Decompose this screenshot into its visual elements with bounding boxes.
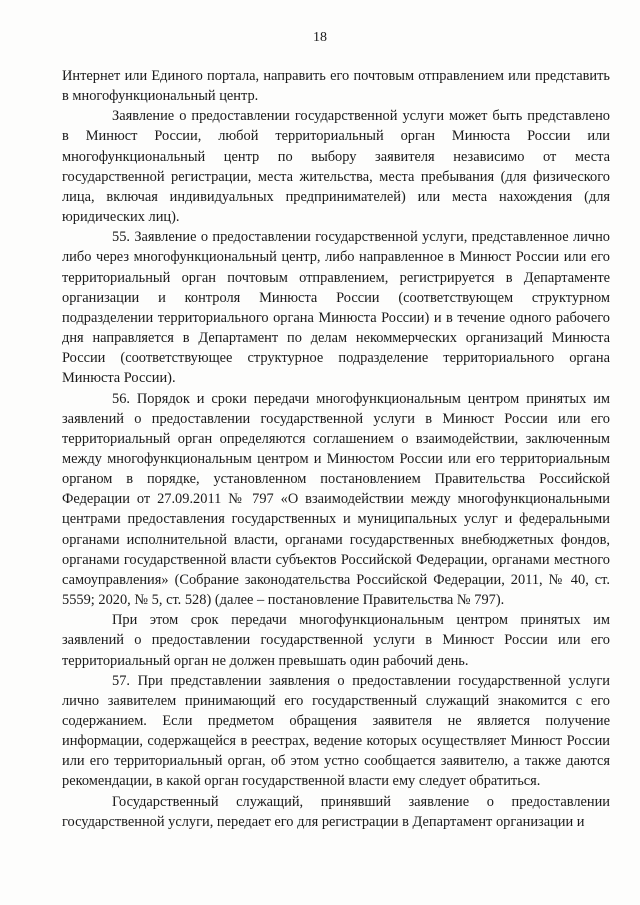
page-number: 18 [313,30,327,45]
paragraph-57: 57. При представлении заявления о предоставлении государственной услуги лично заявителем принимающий его государственный служащий знакомится с его содержанием. Если предметом обращения заявителя не является получение информации, содержащейся в реестрах, ведение которых осуществляет Минюст России или его территориальный орган, об этом устно сообщается заявителю, а также даются рекомендации, в какой орган государственной власти ему следует обратиться. [62,672,610,790]
paragraph-55: 55. Заявление о предоставлении государственной услуги, представленное лично либо через многофункциональный центр, либо направленное в Минюст России или его территориальный орган почтовым отправлением, регистрируется в Департаменте организации и контроля Минюста России (соответствующем структурном подразделении территориального органа Минюста России) и в течение одного рабочего дня направляется в Департамент по делам некоммерческих организаций Минюста России (соответствующее структурное подразделение территориального органа Минюста России). [62,229,610,387]
paragraph-56: 56. Порядок и сроки передачи многофункциональным центром принятых им заявлений о предоставлении государственной услуги в Минюст России или его территориальный орган определяются соглашением о взаимодействии, заключенным между многофункциональным центром и Минюстом России или его территориальным органом в порядке, установленном постановлением Правительства Российской Федерации от 27.09.2011 № 797 «О взаимодействии между многофункциональными центрами предоставления государственных и муниципальных услуг и федеральными органами исполнительной власти, органами государственных внебюджетных фондов, органами государственной власти субъектов Российской Федерации, органами местного самоуправления» (Собрание законодательства Российской Федерации, 2011, № 40, ст. 5559; 2020, № 5, ст. 528) (далее – постановление Правительства № 797). [62,390,610,609]
paragraph-transfer-deadline: При этом срок передачи многофункциональным центром принятых им заявлений о предоставлении государственной услуги в Минюст России или его территориальный орган не должен превышать один рабочий день. [62,612,610,669]
document-body [62,66,610,832]
paragraph-application-submission: Заявление о предоставлении государственной услуги может быть представлено в Минюст России, любой территориальный орган Минюста России или многофункциональный центр по выбору заявителя независимо от места государственной регистрации, места жительства, места пребывания (для физического лица, включая индивидуальных предпринимателей) или места нахождения (для юридических лиц). [62,108,610,226]
paragraph-continuation: Интернет или Единого портала, направить его почтовым отправлением или представить в многофункциональный центр. [62,68,610,105]
paragraph-registration-transfer: Государственный служащий, принявший заявление о предоставлении государственной услуги, передает его для регистрации в Департамент организации и [62,793,610,830]
